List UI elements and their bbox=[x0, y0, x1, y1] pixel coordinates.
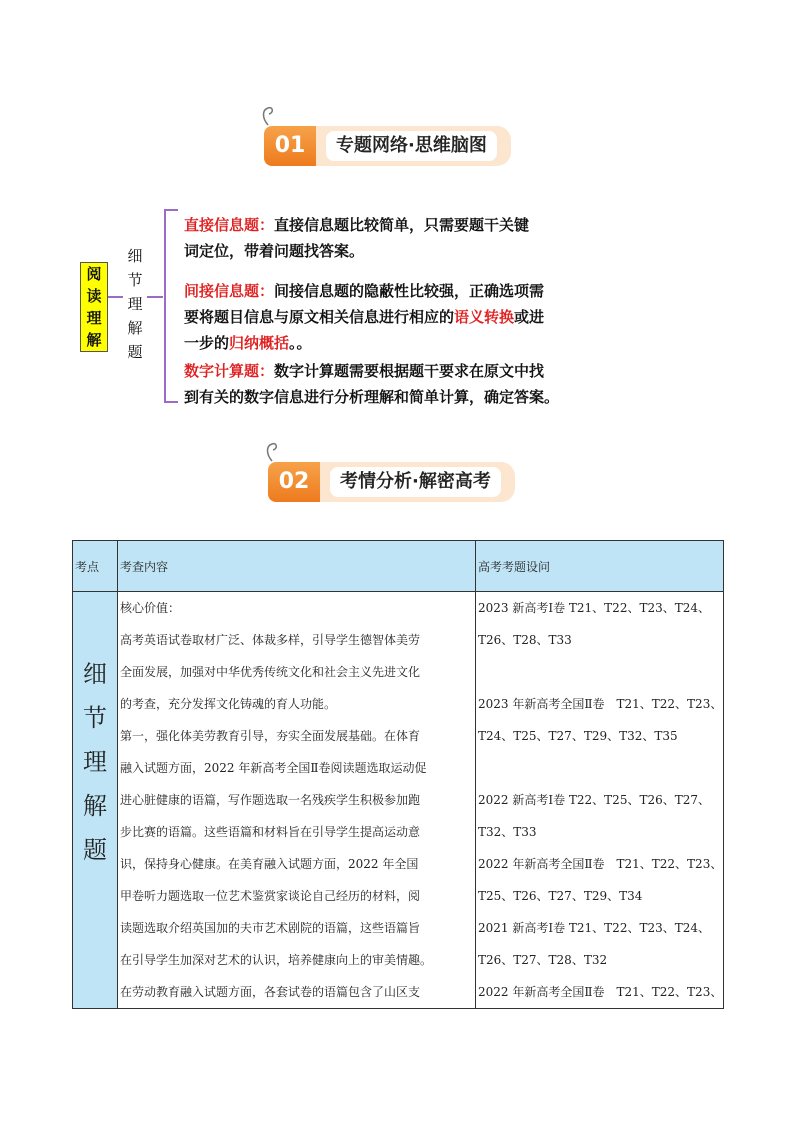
table-header-row bbox=[73, 541, 724, 592]
kaodian-cell: 细 节 理 解 题 bbox=[73, 592, 118, 1009]
questions-cell: 2023 新高考Ⅰ卷 T21、T22、T23、T24、 T26、T28、T33 2023 年新高考全国Ⅱ卷 T21、T22、T23、 T24、T25、T27、T29、T32、T35 2022 新高考Ⅰ卷 T22、T25、T26、T27、 T32、T33 2022 年新高考全国Ⅱ卷 T21、T22、T23、 T25、T26、T27、T29、T34 2021 新高考Ⅰ卷 T21、T22、T23、T24、 T26、T27、T28、T32 2022 年新高考全国Ⅱ卷 T21、T22、T23、 bbox=[476, 592, 724, 1009]
mindmap-leaf-direct: 直接信息题：直接信息题比较简单，只需要题干关键 词定位，带着问题找答案。 bbox=[184, 216, 530, 260]
col-header-content: 考查内容 bbox=[118, 541, 476, 592]
section-number: 02 bbox=[268, 462, 320, 502]
table-row bbox=[73, 592, 724, 1009]
exam-analysis-table bbox=[72, 540, 724, 1009]
content-cell: 核心价值： 高考英语试卷取材广泛、体裁多样，引导学生德智体美劳 全面发展，加强对中华优秀传统文化和社会主义先进文化 的考查，充分发挥文化铸魂的育人功能。 第一，强化体美劳教育引导，夯实全面发展基础。在体育 融入试题方面，2022 年新高考全国Ⅱ卷阅读题选取运动促 进心脏健康的语篇，写作题选取一名残疾学生积极参加跑 步比赛的语篇。这些语篇和材料旨在引导学生提高运动意 识，保持身心健康。在美育融入试题方面，2022 年全国 甲卷听力题选取一位艺术鉴赏家谈论自己经历的材料，阅 读题选取介绍英国加的夫市艺术剧院的语篇，这些语篇旨 在引导学生加深对艺术的认识，培养健康向上的审美情趣。 在劳动教育融入试题方面，各套试卷的语篇包含了山区支 bbox=[118, 592, 476, 1009]
section-title: 考情分析·解密高考 bbox=[330, 467, 501, 497]
col-header-questions: 高考考题设问 bbox=[476, 541, 724, 592]
mindmap-branch: 细 节 理 解 题 bbox=[127, 247, 143, 361]
section-title: 专题网络·思维脑图 bbox=[326, 131, 497, 161]
mindmap-leaf-indirect: 间接信息题：间接信息题的隐蔽性比较强，正确选项需 要将题目信息与原文相关信息进行相应的语义转换或进 一步的归纳概括。。 bbox=[184, 282, 545, 352]
mindmap-leaf-numeric: 数字计算题：数字计算题需要根据题干要求在原文中找 到有关的数字信息进行分析理解和简单计算，确定答案。 bbox=[184, 362, 560, 406]
pin-icon bbox=[264, 440, 280, 462]
col-header-kaodian: 考点 bbox=[73, 541, 118, 592]
mindmap-root: 阅 读 理 解 bbox=[80, 262, 108, 352]
section-number: 01 bbox=[264, 126, 316, 166]
